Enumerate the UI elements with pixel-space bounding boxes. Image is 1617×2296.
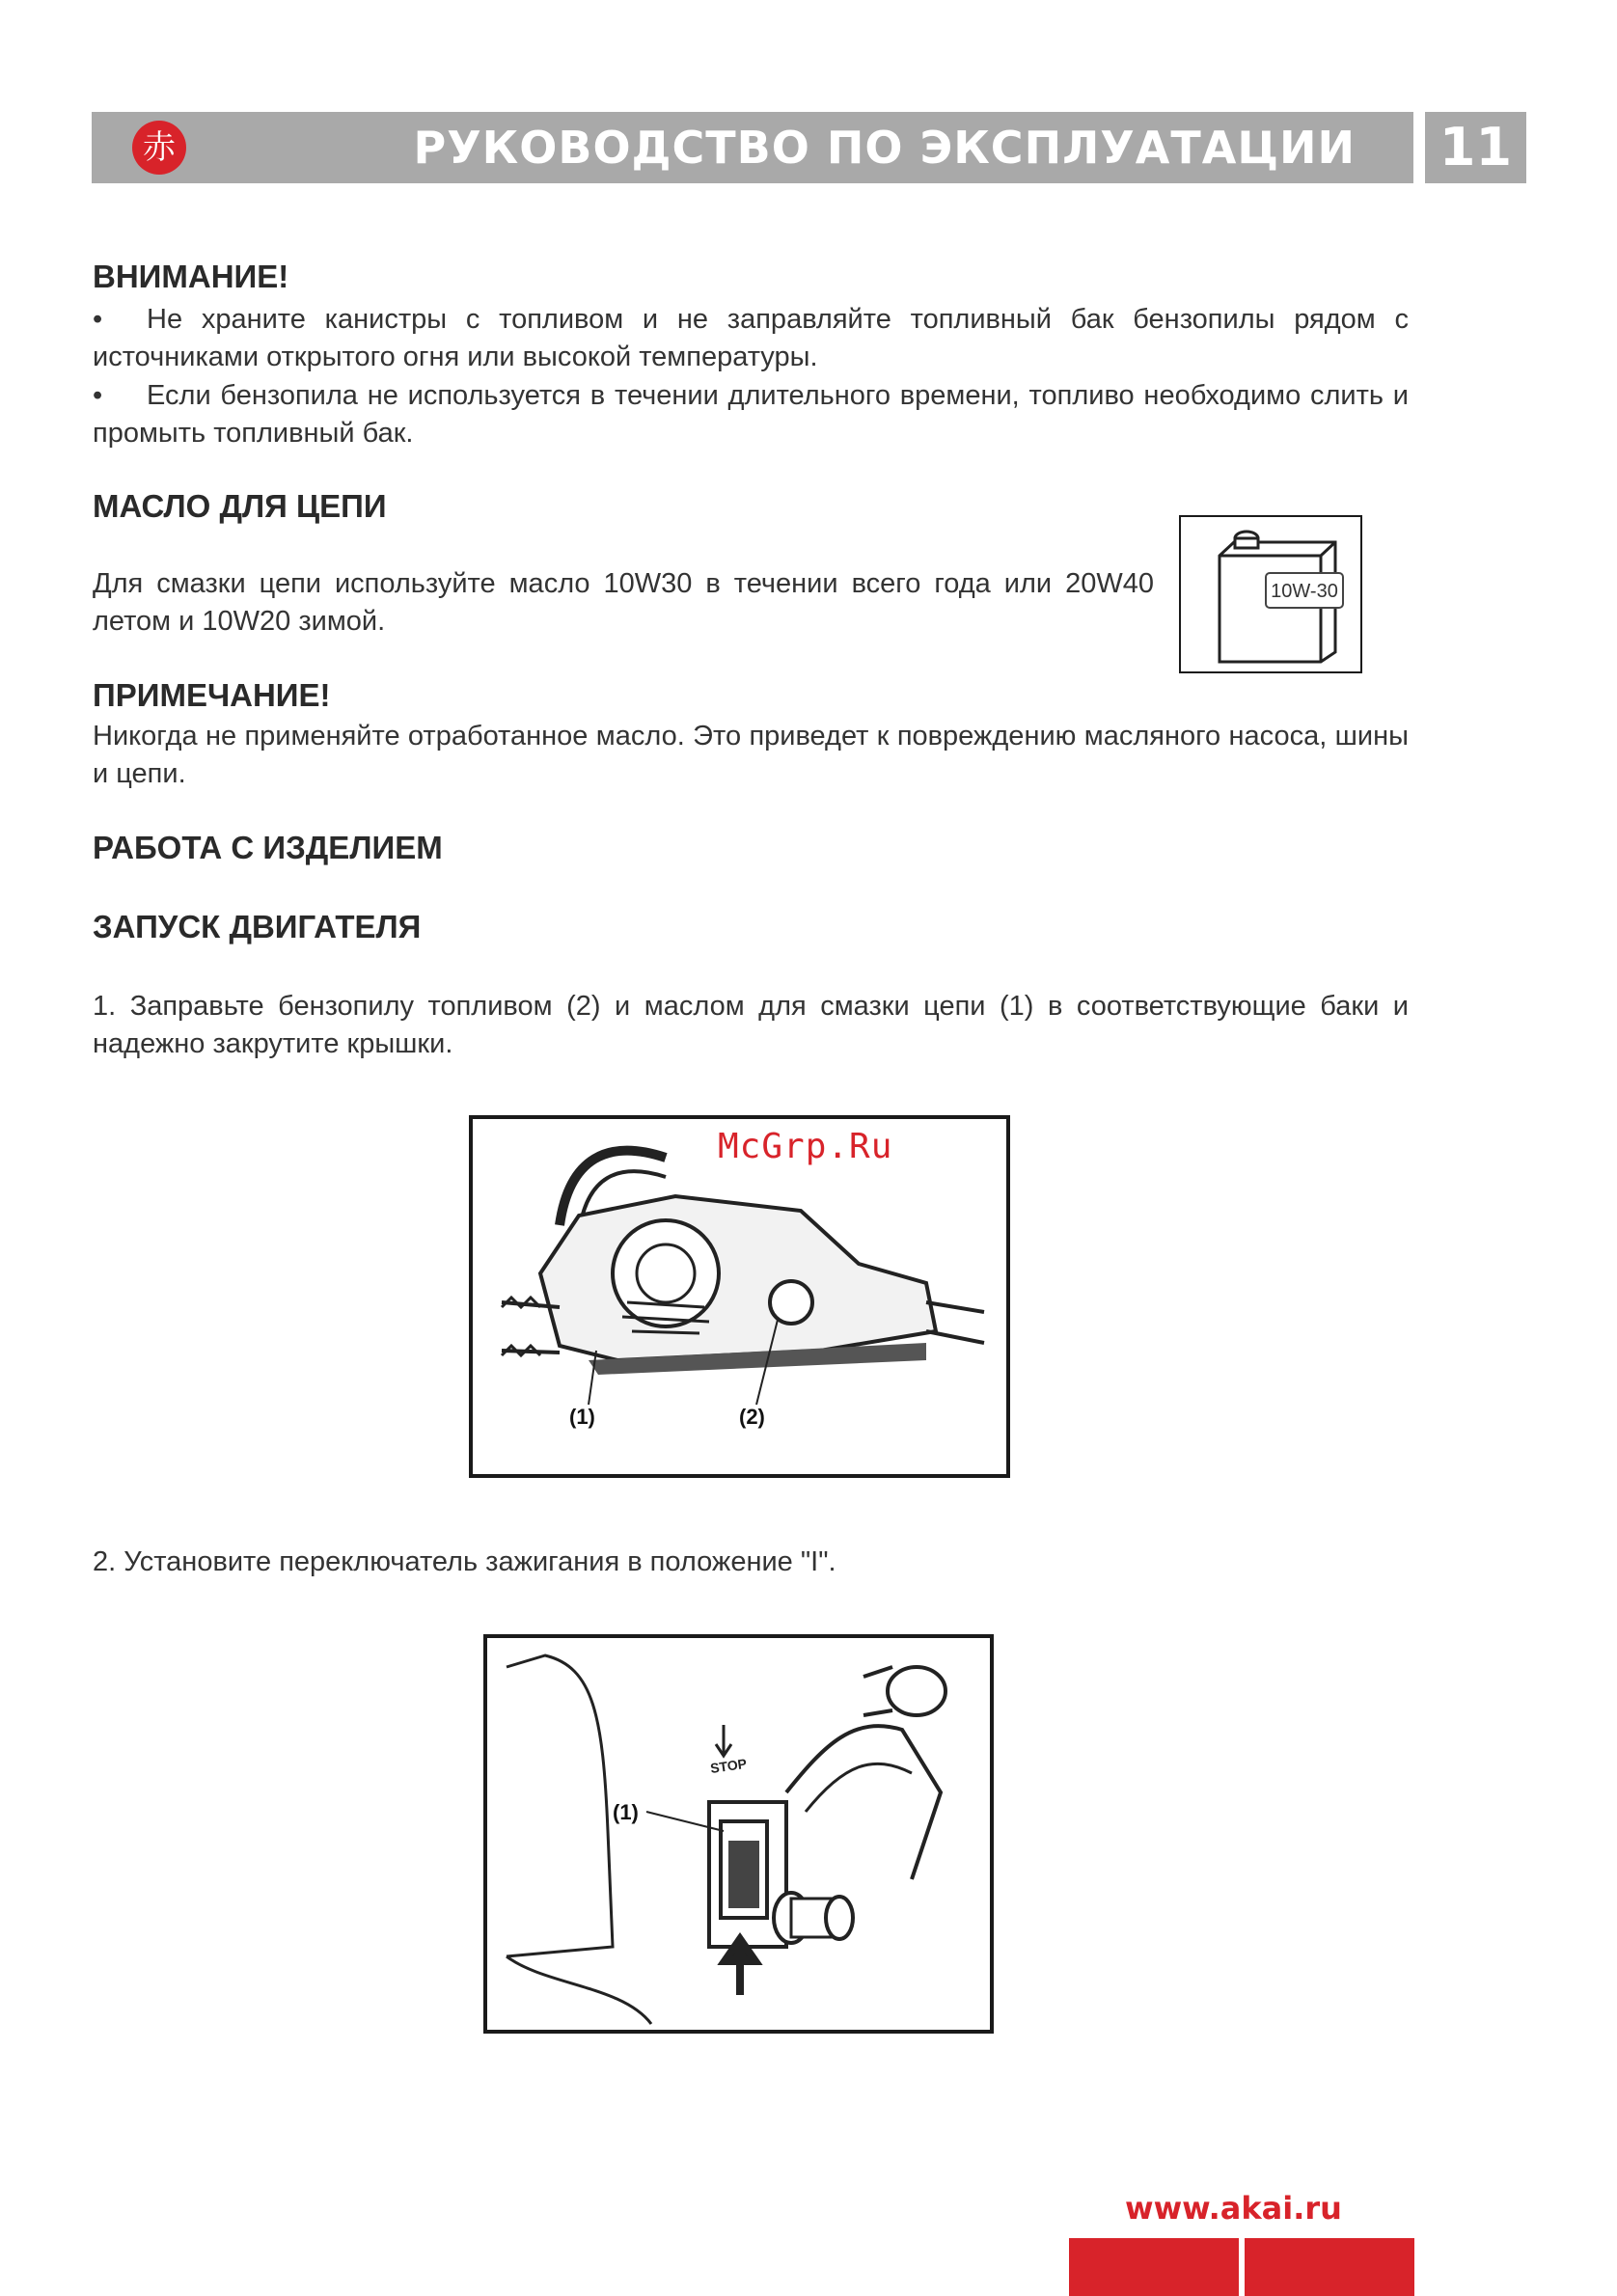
oil-canister-icon [1181,517,1360,671]
chainsaw-icon [473,1119,1006,1474]
warning-bullet-2 [93,377,1409,452]
ignition-switch-icon [487,1638,990,2030]
footer-accent-block [1245,2238,1414,2296]
stop-label: STOP [709,1755,748,1776]
footer-accent-block [1069,2238,1239,2296]
chain-oil-heading: МАСЛО ДЛЯ ЦЕПИ [93,488,387,524]
chain-oil-text: Для смазки цепи используйте масло 10W30 в течении всего года или 20W40 летом и 10W20 зимой. [93,568,1154,637]
website-link[interactable]: www.akai.ru [1125,2190,1342,2227]
akai-logo-icon: 赤 [132,121,186,175]
watermark: McGrp.Ru [718,1127,893,1166]
warning-bullet-text: Не храните канистры с топливом и не заправляйте топливный бак бензопилы рядом с источниками открытого огня или высокой температуры. [93,304,1409,372]
engine-start-heading: ЗАПУСК ДВИГАТЕЛЯ [93,909,422,944]
note-text: Никогда не применяйте отработанное масло. Это приведет к повреждению масляного насоса, шины и цепи. [93,721,1409,789]
switch-label-1: (1) [613,1800,639,1824]
header-bar [92,112,1413,183]
chainsaw-refuel-figure [469,1115,1010,1478]
bullet-dot: • [93,380,103,411]
note-heading: ПРИМЕЧАНИЕ! [93,677,331,713]
figure-label-1: (1) [569,1405,595,1429]
oil-canister-figure [1179,515,1362,673]
warning-bullet-text: Если бензопила не используется в течении длительного времени, топливо необходимо слить и промыть топливный бак. [93,380,1409,449]
bullet-dot: • [93,304,103,335]
canister-label: 10W-30 [1271,581,1338,602]
figure-label-2: (2) [739,1405,765,1429]
warning-heading: ВНИМАНИЕ! [93,259,289,294]
operation-heading: РАБОТА С ИЗДЕЛИЕМ [93,830,443,865]
page-number: 11 [1439,117,1513,178]
step-2-text: 2. Установите переключатель зажигания в положение "I". [93,1546,836,1577]
ignition-switch-figure [483,1634,994,2034]
page-number-box [1425,112,1526,183]
step-1-text: 1. Заправьте бензопилу топливом (2) и маслом для смазки цепи (1) в соответствующие баки и надежно закрутите крышки. [93,991,1409,1059]
warning-bullet-1 [93,301,1409,376]
document-title: РУКОВОДСТВО ПО ЭКСПЛУАТАЦИИ [413,122,1356,174]
